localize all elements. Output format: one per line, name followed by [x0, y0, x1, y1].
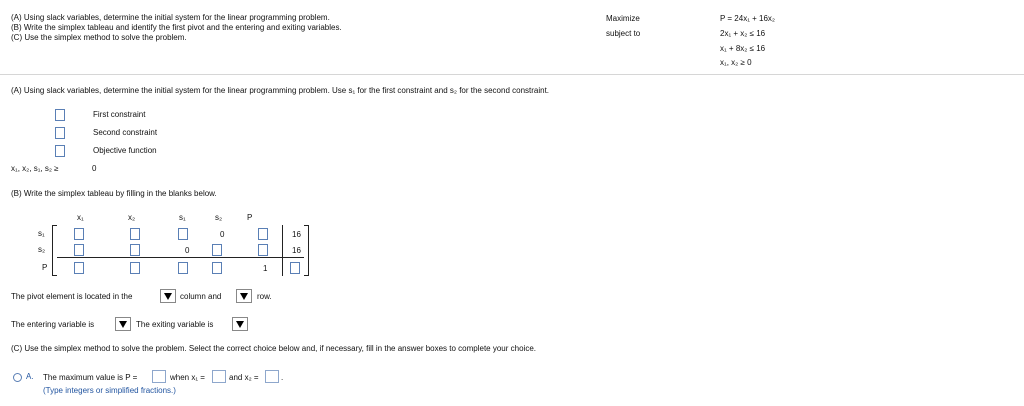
answer-hint: (Type integers or simplified fractions.)	[43, 386, 176, 395]
tableau-r1-x2-input[interactable]	[130, 228, 140, 240]
tableau-r2-rhs-value: 16	[292, 246, 301, 255]
matrix-augment-bar	[282, 225, 283, 276]
pivot-text-pre: The pivot element is located in the	[11, 292, 133, 301]
part-b-instruction: (B) Write the simplex tableau by filling in the blanks below.	[11, 189, 217, 198]
option-a-radio[interactable]	[13, 373, 22, 382]
max-p-input[interactable]	[152, 370, 166, 383]
pivot-text-post: row.	[257, 292, 272, 301]
tableau-r2-x2-input[interactable]	[130, 244, 140, 256]
tableau-r3-x2-input[interactable]	[130, 262, 140, 274]
part-c-instruction: (C) Use the simplex method to solve the problem. Select the correct choice below and, if necessary, fill in the answer boxes to complete your choice.	[11, 344, 536, 353]
tableau-r3-x1-input[interactable]	[74, 262, 84, 274]
tableau-r3-rhs-input[interactable]	[290, 262, 300, 274]
chevron-down-icon	[164, 293, 172, 300]
constraint-1: 2x₁ + x₂ ≤ 16	[720, 29, 766, 38]
objective-function-input[interactable]	[55, 145, 65, 157]
tableau-r2-s2-input[interactable]	[212, 244, 222, 256]
entering-variable-label: The entering variable is	[11, 320, 95, 329]
chevron-down-icon	[119, 321, 127, 328]
entering-variable-dropdown[interactable]	[115, 317, 131, 331]
objective-function-label: Objective function	[93, 146, 157, 155]
first-constraint-input[interactable]	[55, 109, 65, 121]
col-header-x2: x₂	[128, 213, 136, 222]
matrix-objective-rule	[57, 257, 304, 258]
answer-end: .	[281, 373, 284, 382]
exiting-variable-label: The exiting variable is	[136, 320, 214, 329]
tableau-r1-s1-input[interactable]	[178, 228, 188, 240]
tableau-r3-s1-input[interactable]	[178, 262, 188, 274]
row-label-p: P	[42, 263, 48, 272]
first-constraint-label: First constraint	[93, 110, 146, 119]
row-label-s1: s₁	[38, 229, 45, 238]
tableau-r3-p-value: 1	[263, 264, 268, 273]
col-header-p: P	[247, 213, 253, 222]
x2-value-input[interactable]	[265, 370, 279, 383]
tableau-r1-rhs-value: 16	[292, 230, 301, 239]
divider	[0, 74, 1024, 75]
tableau-r2-s1-value: 0	[185, 246, 190, 255]
tableau-r1-x1-input[interactable]	[74, 228, 84, 240]
col-header-s1: s₁	[179, 213, 186, 222]
exiting-variable-dropdown[interactable]	[232, 317, 248, 331]
pivot-row-dropdown[interactable]	[236, 289, 252, 303]
part-a-instruction: (A) Using slack variables, determine the initial system for the linear programming problem. Use s₁ for the first constraint and s₂ for the second constraint.	[11, 86, 550, 95]
chevron-down-icon	[240, 293, 248, 300]
option-a-letter: A.	[26, 372, 34, 381]
problem-line-a: (A) Using slack variables, determine the initial system for the linear programming problem.	[11, 13, 330, 22]
tableau-r3-s2-input[interactable]	[212, 262, 222, 274]
tableau-r2-x1-input[interactable]	[74, 244, 84, 256]
pivot-column-dropdown[interactable]	[160, 289, 176, 303]
second-constraint-input[interactable]	[55, 127, 65, 139]
col-header-x1: x₁	[77, 213, 84, 222]
answer-text-2: when x₁ =	[170, 373, 205, 382]
row-label-s2: s₂	[38, 245, 46, 254]
x1-value-input[interactable]	[212, 370, 226, 383]
second-constraint-label: Second constraint	[93, 128, 158, 137]
matrix-bracket-right	[308, 225, 309, 276]
nonneg-value: 0	[92, 164, 97, 173]
col-header-s2: s₂	[215, 213, 223, 222]
pivot-text-mid: column and	[180, 292, 222, 301]
nonneg-vars-label: x₁, x₂, s₁, s₂ ≥	[11, 164, 59, 173]
tableau-r1-p-input[interactable]	[258, 228, 268, 240]
answer-text-3: and x₂ =	[229, 373, 259, 382]
subject-to-label: subject to	[606, 29, 641, 38]
maximize-label: Maximize	[606, 14, 640, 23]
answer-text-1: The maximum value is P =	[43, 373, 138, 382]
constraint-2: x₁ + 8x₂ ≤ 16	[720, 44, 766, 53]
objective-function: P = 24x₁ + 16x₂	[720, 14, 776, 23]
nonnegativity-constraint: x₁, x₂ ≥ 0	[720, 58, 752, 67]
chevron-down-icon	[236, 321, 244, 328]
matrix-bracket-left	[52, 225, 53, 276]
tableau-r1-s2-value: 0	[220, 230, 225, 239]
tableau-r2-p-input[interactable]	[258, 244, 268, 256]
problem-line-c: (C) Use the simplex method to solve the problem.	[11, 33, 187, 42]
problem-line-b: (B) Write the simplex tableau and identify the first pivot and the entering and exiting variables.	[11, 23, 342, 32]
